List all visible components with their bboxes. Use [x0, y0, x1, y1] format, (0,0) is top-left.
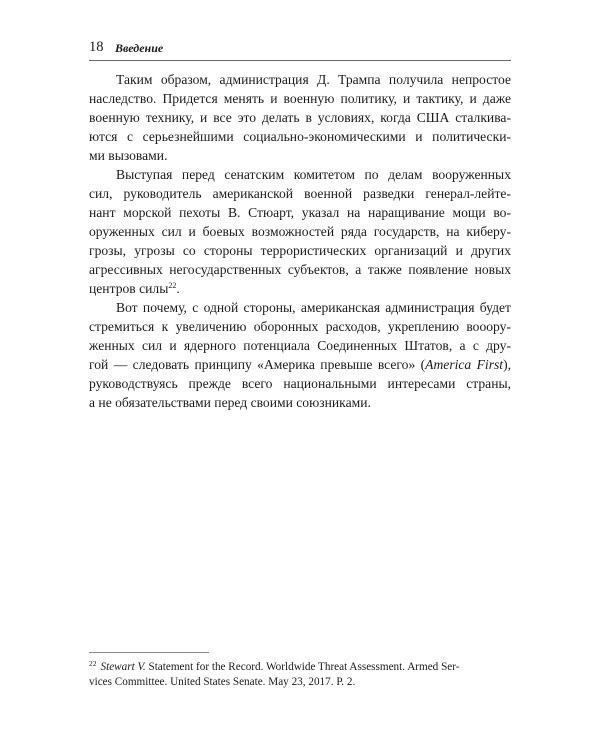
- text-line: руководствуясь прежде всего национальными интересами страны,: [89, 376, 511, 391]
- text-line: агрессивных негосударственных субъектов, а также появление новых: [89, 262, 511, 277]
- text-line: ми вызовами.: [89, 148, 168, 163]
- footnote-author: Stewart V.: [100, 661, 146, 673]
- text-line: Таким образом, администрация Д. Трампа получила непростое: [116, 72, 511, 87]
- running-header: [89, 36, 511, 61]
- text-line: а не обязательствами перед своими союзниками.: [89, 395, 371, 410]
- paragraph-1: [89, 70, 511, 165]
- footnote-text: Statement for the Record. Worldwide Threat Assessment. Armed Ser-: [145, 661, 460, 673]
- text-fragment: центров силы: [89, 281, 169, 296]
- text-line: стремиться к увеличению оборонных расходов, укреплению вооору-: [89, 319, 511, 334]
- text-fragment: .: [176, 281, 180, 296]
- footnote-divider: [89, 652, 209, 653]
- footnote-reference: 22: [168, 281, 177, 290]
- text-line: грозы, угрозы со стороны террористических организаций и других: [89, 243, 511, 258]
- footnote-number: 22: [89, 660, 97, 668]
- paragraph-3: [89, 298, 511, 412]
- text-line: оруженных сил и боевых возможностей ряда государств, на киберу-: [89, 224, 511, 239]
- text-line: военную технику, и все это делать в условиях, когда США сталкива-: [89, 110, 511, 125]
- text-line: Выступая перед сенатским комитетом по делам вооруженных: [116, 167, 511, 182]
- italic-term: America First: [425, 357, 504, 372]
- paragraph-2: [89, 165, 511, 298]
- text-line: [89, 279, 511, 298]
- main-text: [89, 70, 511, 412]
- text-line: сил, руководитель американской военной разведки генерал-лейте-: [89, 186, 511, 201]
- page-number: 18: [89, 39, 104, 55]
- text-fragment: гой — следовать принципу «Америка превыше всего» (: [89, 357, 426, 372]
- text-line: нант морской пехоты В. Стюарт, указал на наращивание мощи во-: [89, 205, 511, 220]
- section-title: Введение: [115, 41, 164, 55]
- text-line: ются с серьезнейшими социально-экономическими и политически-: [89, 129, 511, 144]
- text-line: [89, 355, 511, 374]
- text-line: женных сил и ядерного потенциала Соединенных Штатов, а с дру-: [89, 338, 511, 353]
- text-line: наследство. Придется менять и военную политику, и тактику, и даже: [89, 91, 511, 106]
- footnote-22: [89, 660, 511, 690]
- text-fragment: ),: [503, 357, 511, 372]
- text-line: Вот почему, с одной стороны, американская администрация будет: [116, 300, 511, 315]
- footnote-line: vices Committee. United States Senate. May 23, 2017. P. 2.: [89, 676, 356, 688]
- footnote-line: [89, 660, 511, 675]
